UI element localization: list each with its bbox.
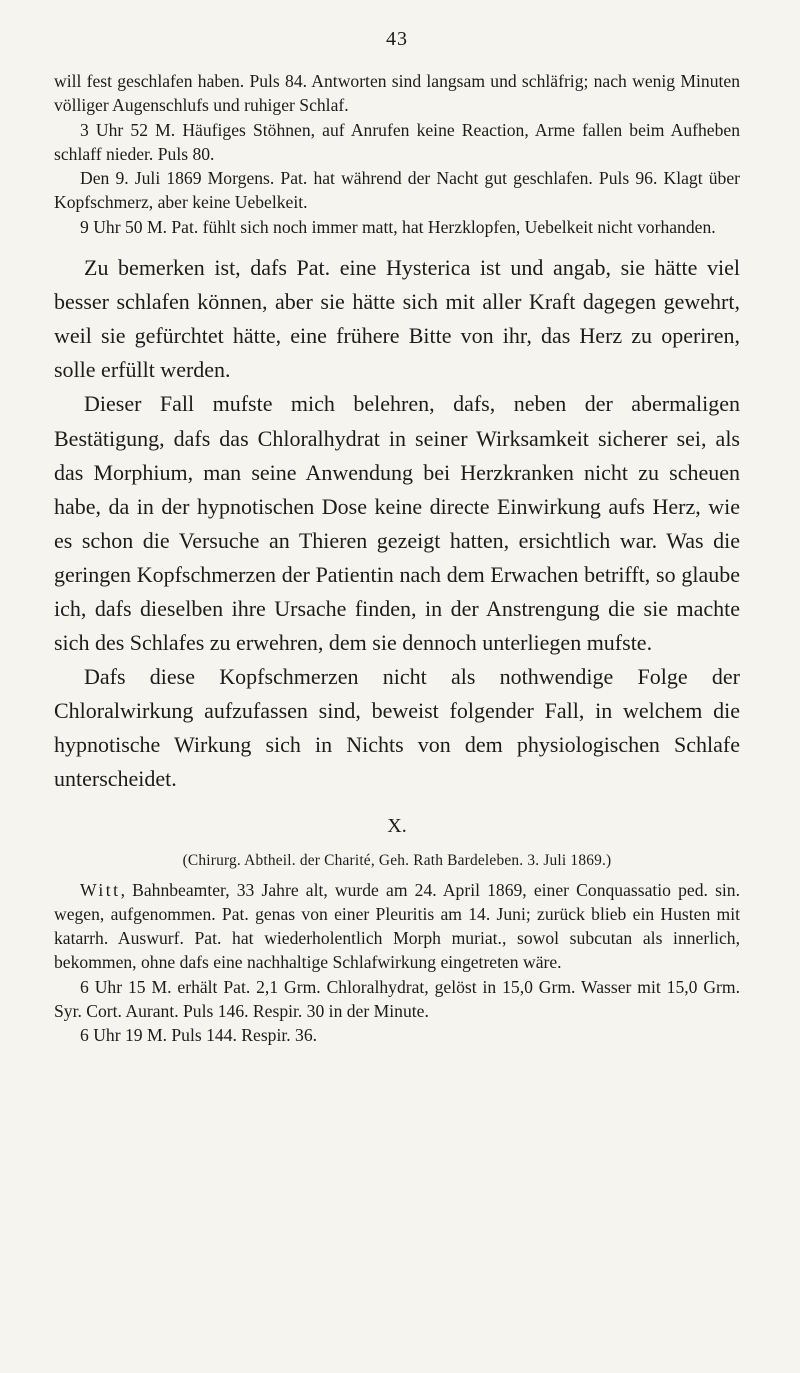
case-report-block [54,878,740,1048]
paragraph: 6 Uhr 19 M. Puls 144. Respir. 36. [80,1025,318,1046]
paragraph: 9 Uhr 50 M. Pat. fühlt sich noch immer matt, hat Herzklopfen, Uebelkeit nicht vorhanden. [80,216,716,237]
paragraph: 3 Uhr 52 M. Häufiges Stöhnen, auf Anrufen keine Reaction, Arme fallen beim Aufheben schlaff nieder. Puls 80. [54,119,740,164]
paragraph: Zu bemerken ist, dafs Pat. eine Hysterica ist und angab, sie hätte viel besser schlafen können, aber sie hätte sich mit aller Kraft dagegen gewehrt, weil sie gefürchtet hätte, eine frühere Bitte von ihr, das Herz zu operiren, solle erfüllt werden. [54,255,740,383]
paragraph: 6 Uhr 15 M. erhält Pat. 2,1 Grm. Chloralhydrat, gelöst in 15,0 Grm. Wasser mit 15,0 Grm. Syr. Cort. Aurant. Puls 146. Respir. 30 in der Minute. [54,976,740,1022]
section-heading: X. [387,814,407,837]
page-number: 43 [386,28,408,50]
paragraph: Dieser Fall mufste mich belehren, dafs, neben der abermaligen Bestätigung, dafs das Chloralhydrat in seiner Wirksamkeit sicherer sei, als das Morphium, man seine Anwendung bei Herzkranken nicht zu scheuen habe, da in der hypnotischen Dose keine directe Einwirkung aufs Herz, wie es schon die Versuche an Thieren gezeigt hatten, ersichtlich war. Was die geringen Kopfschmerzen der Patientin nach dem Erwachen betrifft, so glaube ich, dafs dieselben ihre Ursache finden, in der Anstrengung die sie machte sich des Schlafes zu erwehren, dem sie dennoch unterliegen mufste. [54,391,740,656]
paragraph: Dafs diese Kopfschmerzen nicht als nothwendige Folge der Chloralwirkung aufzufassen sind, beweist folgender Fall, in welchem die hypnotische Wirkung sich in Nichts von dem physiologischen Schlafe unterscheidet. [54,664,740,792]
discussion-block [54,251,740,797]
case-intro-paragraph [54,878,740,975]
patient-name: Witt [80,879,121,900]
case-header: (Chirurg. Abtheil. der Charité, Geh. Rath Bardeleben. 3. Juli 1869.) [182,851,612,869]
paragraph: will fest geschlafen haben. Puls 84. Antworten sind langsam und schläfrig; nach wenig Minuten völliger Augenschlufs und ruhiger Schlaf. [54,71,740,116]
paragraph: Den 9. Juli 1869 Morgens. Pat. hat während der Nacht gut geschlafen. Puls 96. Klagt über Kopfschmerz, aber keine Uebelkeit. [54,168,740,213]
clinical-notes-block [54,69,740,239]
case-intro-text: , Bahnbeamter, 33 Jahre alt, wurde am 24. April 1869, einer Conquassatio ped. sin. wegen, aufgenommen. Pat. genas von einer Pleuritis am 14. Juni; zurück blieb ein Husten mit katarrh. Auswurf. Pat. hat wiederholentlich Morph muriat., sowol subcutan als innerlich, bekommen, ohne dafs eine nachhaltige Schlafwirkung eingetreten wäre. [54,879,740,973]
book-page [54,28,740,1048]
